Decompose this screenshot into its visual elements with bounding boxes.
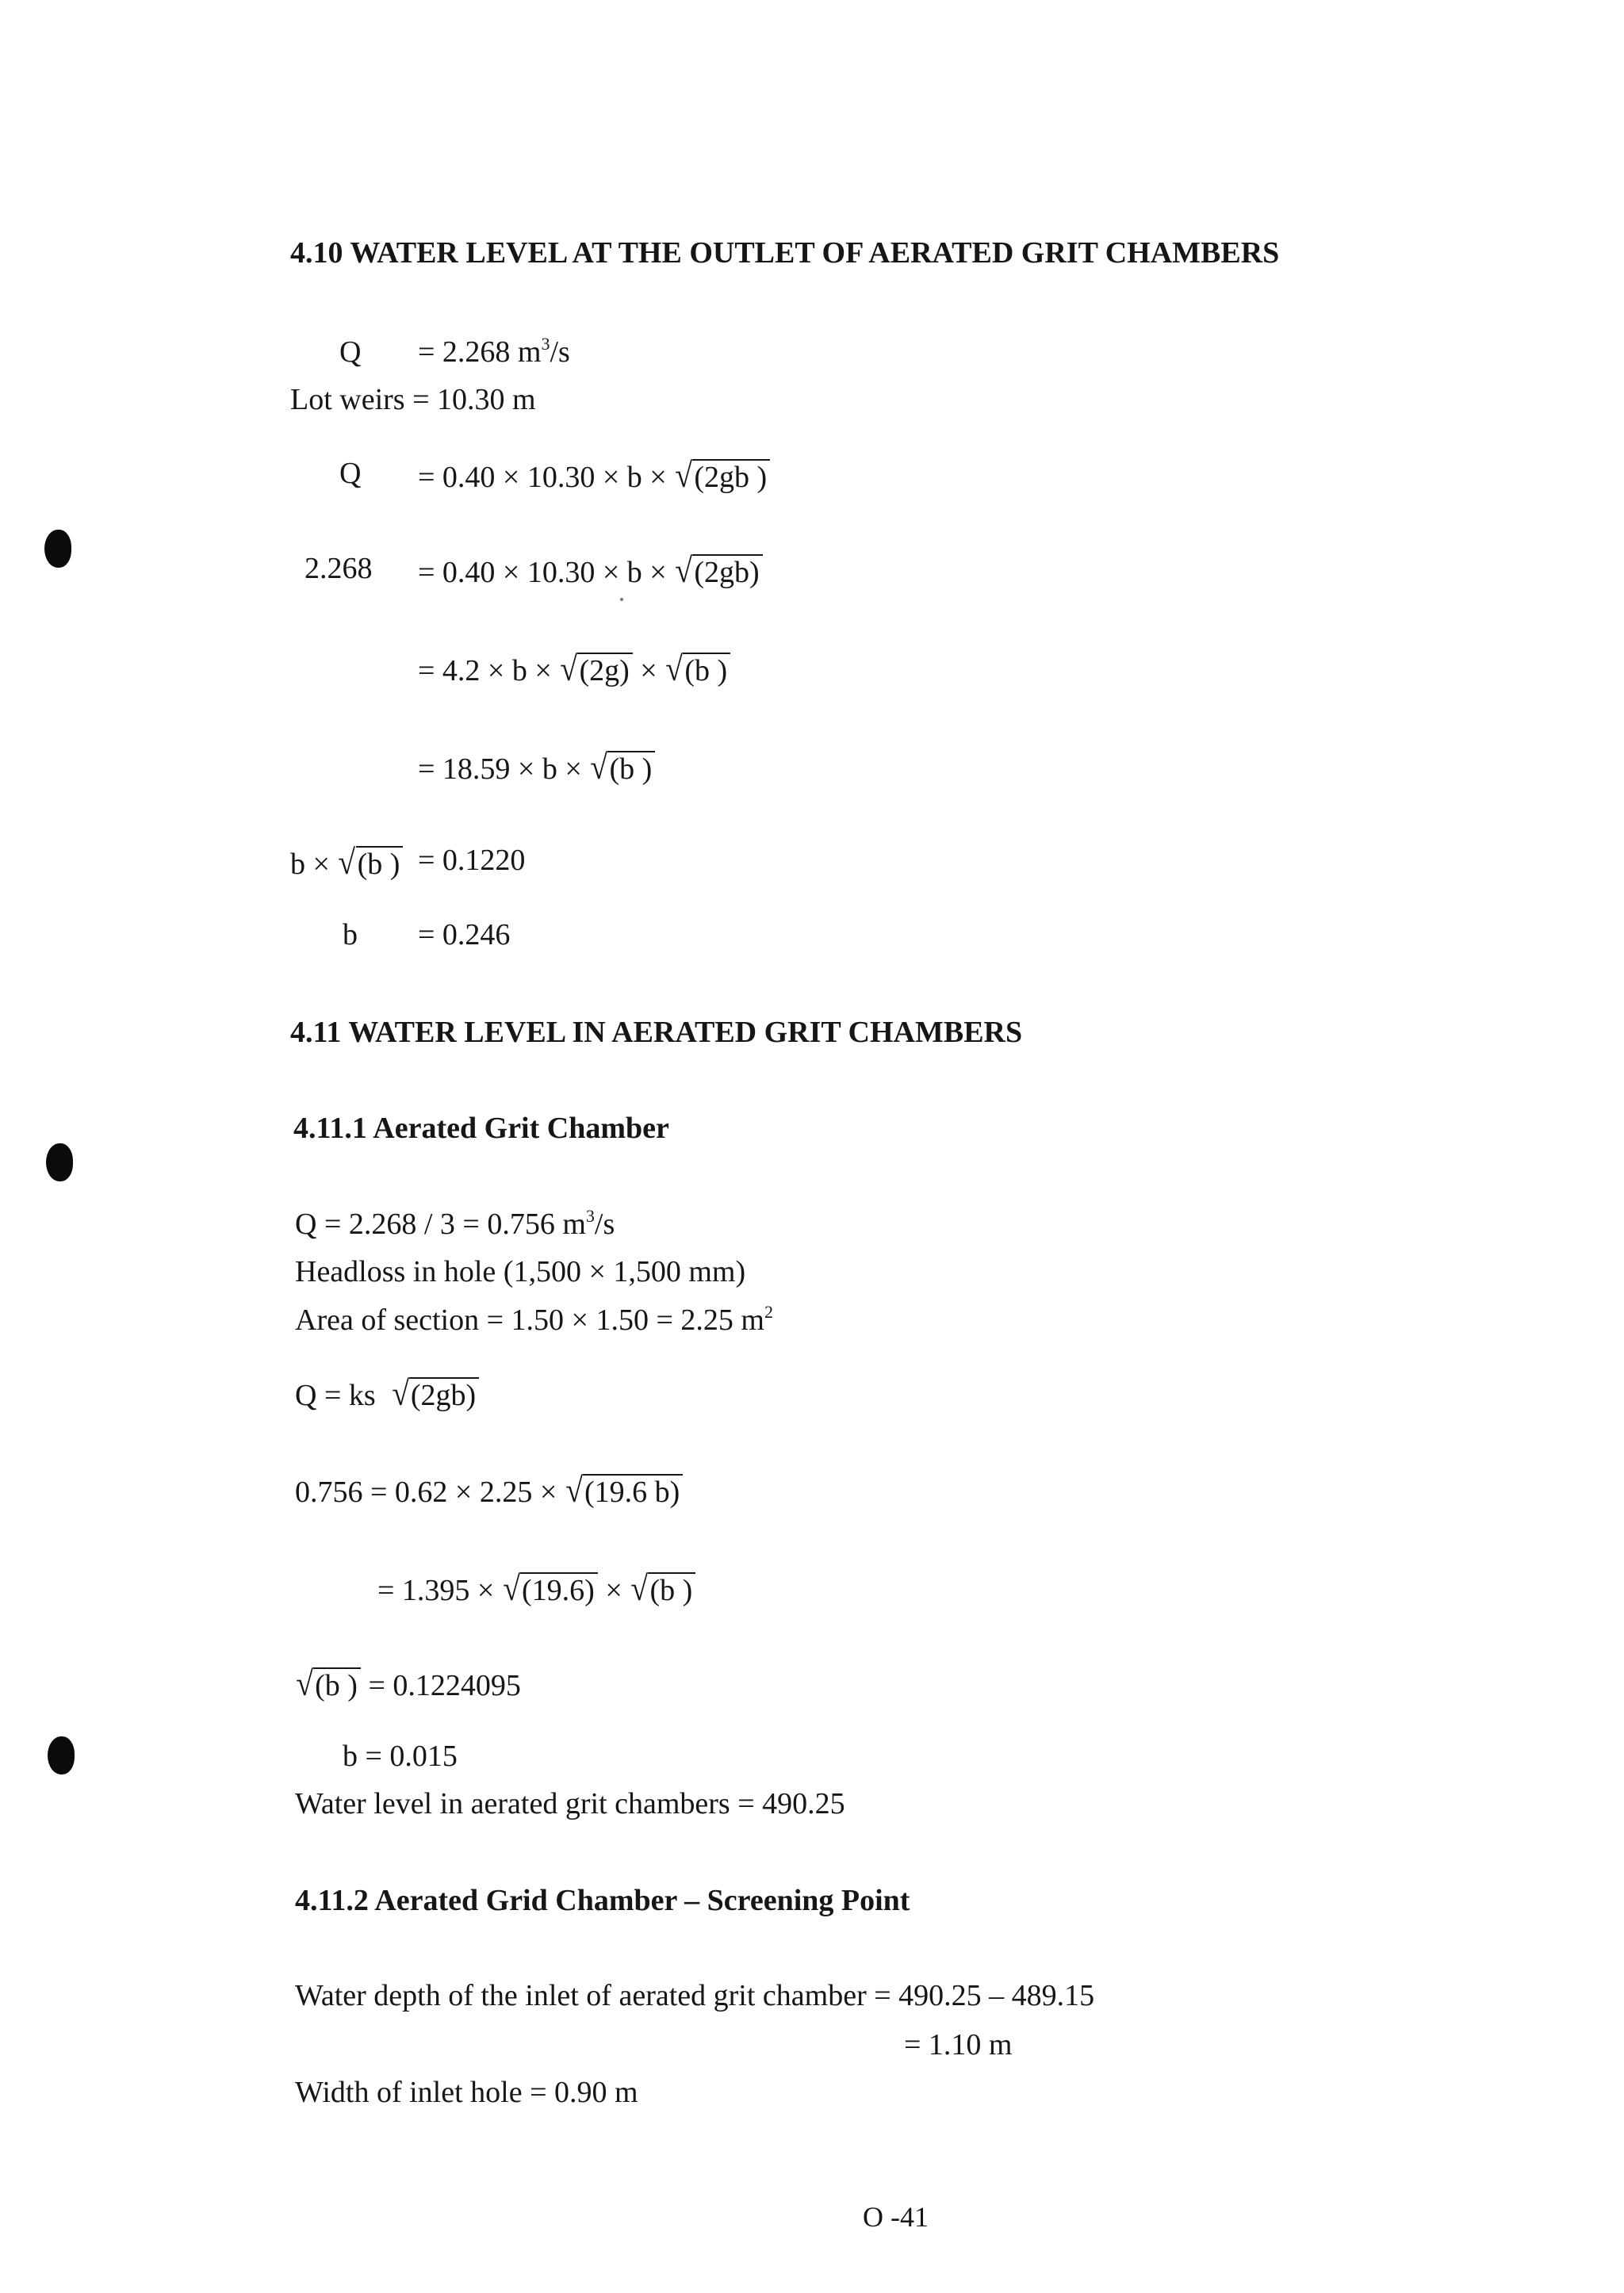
sqrt-expression: √(19.6 b)	[565, 1473, 683, 1508]
equation-line: = 1.395 × √(19.6) × √(b )	[377, 1571, 695, 1606]
sqrt-expression: √(b )	[630, 1571, 695, 1606]
subsection-heading: 4.11.1 Aerated Grit Chamber	[293, 1112, 669, 1145]
sqrt-expression: √(b )	[665, 652, 730, 687]
scan-speck	[620, 598, 623, 601]
sqrt-expression: √(b )	[337, 845, 403, 880]
section-heading: 4.10 WATER LEVEL AT THE OUTLET OF AERATED GRIT CHAMBERS	[290, 236, 1280, 270]
section-heading: 4.11 WATER LEVEL IN AERATED GRIT CHAMBERS	[290, 1016, 1023, 1049]
text-line: Lot weirs = 10.30 m	[290, 383, 536, 416]
sqrt-expression: √(2gb)	[674, 553, 762, 588]
equation-line: = 4.2 × b × √(2g) × √(b )	[418, 652, 730, 687]
equation-line: b × √(b )	[290, 845, 403, 880]
punch-hole	[46, 1143, 73, 1181]
equation-line: 2.268	[304, 552, 373, 585]
sqrt-expression: √(2gb)	[391, 1376, 479, 1411]
equation-line: = 0.246	[418, 918, 511, 951]
sqrt-expression: √(19.6)	[502, 1571, 598, 1606]
subsection-heading: 4.11.2 Aerated Grid Chamber – Screening Point	[295, 1884, 910, 1917]
sqrt-expression: √(2gb )	[674, 458, 770, 493]
text-line: Headloss in hole (1,500 × 1,500 mm)	[295, 1255, 746, 1288]
equation-line: = 0.1220	[418, 844, 526, 877]
equation-line: = 0.40 × 10.30 × b × √(2gb)	[418, 553, 763, 588]
punch-hole	[44, 530, 71, 568]
equation-line: = 2.268 $m^3/s$	[418, 334, 570, 369]
equation-line: = 18.59 × b × √(b )	[418, 750, 655, 785]
text-line: Q = 2.268 / 3 = 0.756 $m^3/s$	[295, 1206, 615, 1241]
equation-line: √(b ) = 0.1224095	[296, 1664, 521, 1703]
equation-line: = 0.40 × 10.30 × b × √(2gb )	[418, 458, 770, 493]
equation-line: Q	[339, 335, 362, 369]
text-line: Area of section = 1.50 × 1.50 = 2.25 $m^2$	[295, 1302, 773, 1337]
text-line: Water level in aerated grit chambers = 490.25	[295, 1787, 845, 1820]
text-line: Water depth of the inlet of aerated grit chamber = 490.25 – 489.15	[295, 1979, 1095, 2012]
page-number: O -41	[863, 2201, 929, 2233]
sqrt-expression: √(b )	[589, 750, 655, 785]
equation-line: b = 0.015	[343, 1740, 458, 1773]
sqrt-expression: √(b )	[295, 1667, 361, 1702]
equation-line: b	[343, 918, 358, 951]
equation-line: 0.756 = 0.62 × 2.25 × √(19.6 b)	[295, 1473, 683, 1508]
text-line: Width of inlet hole = 0.90 m	[295, 2076, 638, 2109]
punch-hole	[48, 1736, 75, 1774]
sqrt-expression: √(2g)	[559, 652, 632, 687]
equation-line: Q	[339, 457, 362, 490]
equation-line: Q = ks √(2gb)	[295, 1376, 479, 1411]
text-line: = 1.10 m	[904, 2028, 1013, 2061]
